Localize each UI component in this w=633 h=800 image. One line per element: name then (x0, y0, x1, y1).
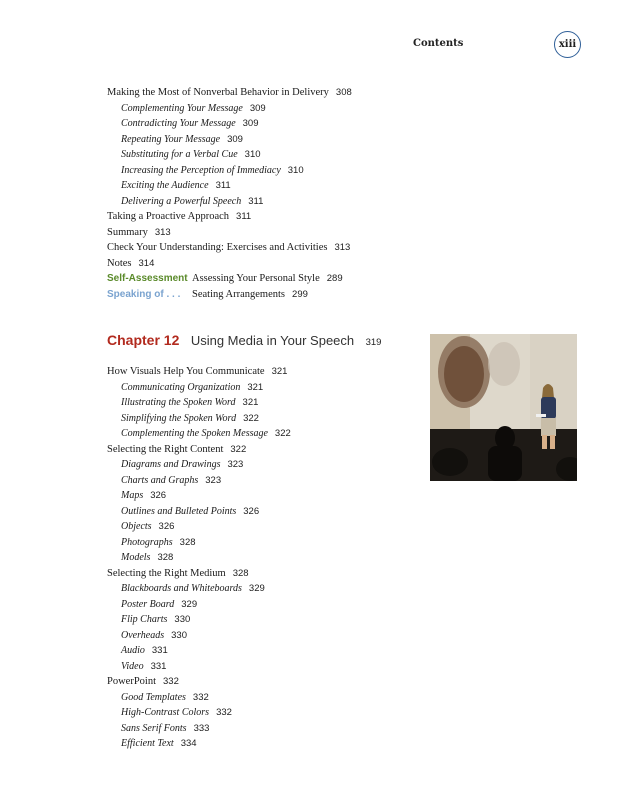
toc-subentry (107, 132, 352, 148)
toc-subentry (107, 163, 352, 179)
toc-subentry (107, 597, 291, 613)
toc-entry-page: 332 (216, 707, 232, 718)
toc-entry-text: Exciting the Audience (121, 180, 209, 191)
toc-entry-text: Overheads (121, 629, 165, 641)
toc-entry-page: 328 (232, 567, 249, 579)
toc-subentry (107, 705, 291, 721)
toc-entry-text: Increasing the Perception of Immediacy (121, 164, 281, 176)
toc-entry-page: 309 (227, 133, 243, 145)
toc-entry-page: 322 (274, 428, 291, 439)
toc-entry-page: 313 (334, 242, 351, 253)
toc-subentry (107, 426, 291, 442)
toc-entry-text: PowerPoint (107, 676, 157, 687)
toc-entry-page: 311 (248, 195, 264, 207)
toc-entry-text: High-Contrast Colors (121, 707, 210, 718)
toc-entry-text: Maps (121, 490, 144, 501)
toc-subentry (107, 101, 352, 117)
toc-entry (107, 364, 291, 380)
toc-subentry (107, 194, 352, 210)
toc-entry-page: 326 (150, 490, 167, 501)
toc-subentry (107, 457, 291, 473)
toc-entry-page: 330 (171, 629, 187, 641)
toc-entry-text: Simplifying the Spoken Word (121, 412, 237, 424)
chapter-title: Using Media in Your Speech (190, 333, 355, 348)
toc-entry-page: 323 (205, 474, 222, 486)
toc-subentry (107, 178, 352, 194)
toc-subentry (107, 519, 291, 535)
toc-entry-page: 308 (335, 87, 352, 98)
toc-entry-text: Summary (107, 226, 148, 238)
toc-entry-text: Substituting for a Verbal Cue (121, 149, 238, 160)
toc-entry-page: 334 (180, 738, 197, 749)
toc-entry-text: Charts and Graphs (121, 474, 199, 486)
feature-entry-page: 299 (292, 288, 308, 300)
toc-subentry (107, 395, 291, 411)
toc-entry (107, 256, 352, 272)
toc-entry-page: 310 (244, 149, 261, 160)
toc-entry-text: Good Templates (121, 691, 186, 703)
toc-subentry (107, 504, 291, 520)
running-header-title: Contents (413, 38, 464, 49)
toc-subentry (107, 411, 291, 427)
toc-entry-page: 322 (243, 412, 259, 424)
toc-entry (107, 240, 352, 256)
toc-entry-text: How Visuals Help You Communicate (107, 366, 265, 377)
toc-entry-text: Objects (121, 521, 152, 532)
toc-entry-text: Photographs (121, 536, 173, 548)
toc-entry (107, 674, 291, 690)
toc-entry (107, 209, 352, 225)
toc-entry-page: 326 (158, 521, 175, 532)
toc-subentry (107, 488, 291, 504)
feature-entry-text: Seating Arrangements (192, 288, 286, 300)
toc-entry-text: Poster Board (121, 598, 175, 610)
toc-entry-text: Taking a Proactive Approach (107, 211, 230, 222)
toc-subentry (107, 643, 291, 659)
toc-entry-text: Diagrams and Drawings (121, 459, 221, 470)
toc-entry-text: Models (121, 552, 151, 563)
toc-entry-text: Flip Charts (121, 614, 168, 625)
toc-subentry (107, 690, 291, 706)
feature-entry-page: 289 (326, 273, 343, 284)
toc-entry-page: 330 (174, 614, 191, 625)
self-assessment-label: Self-Assessment (107, 273, 188, 284)
toc-entry-text: Outlines and Bulleted Points (121, 505, 237, 517)
toc-entry-text: Selecting the Right Medium (107, 567, 226, 579)
toc-entry-page: 329 (181, 598, 198, 610)
toc-entry-text: Illustrating the Spoken Word (121, 397, 236, 408)
toc-entry-text: Blackboards and Whiteboards (121, 583, 242, 594)
toc-subentry (107, 581, 291, 597)
feature-entry (107, 271, 352, 287)
toc-entry-page: 332 (192, 691, 209, 703)
toc-entry-text: Communicating Organization (121, 381, 241, 393)
toc-subentry (107, 535, 291, 551)
toc-subentry (107, 736, 291, 752)
toc-subentry (107, 721, 291, 737)
toc-entry-page: 329 (248, 583, 265, 594)
toc-entry-page: 322 (230, 443, 247, 455)
toc-entry-page: 309 (249, 102, 266, 114)
toc-entry (107, 566, 291, 582)
toc-subentry (107, 473, 291, 489)
toc-subentry (107, 659, 291, 675)
toc-entry-text: Repeating Your Message (121, 133, 221, 145)
toc-entry-text: Selecting the Right Content (107, 443, 224, 455)
toc-entry-page: 326 (243, 505, 260, 517)
toc-subentry (107, 147, 352, 163)
toc-entry-page: 309 (242, 118, 259, 129)
toc-entry-page: 333 (193, 722, 210, 734)
toc-subentry (107, 612, 291, 628)
toc-subentry (107, 116, 352, 132)
chapter-page-number: 319 (365, 337, 382, 348)
feature-entry (107, 287, 352, 303)
toc-entry-page: 332 (163, 676, 179, 687)
toc-entry-text: Contradicting Your Message (121, 118, 236, 129)
page-number: xiii (558, 39, 577, 50)
page-number-badge (554, 31, 581, 58)
toc-entry-text: Check Your Understanding: Exercises and Activities (107, 242, 328, 253)
toc-entry-text: Sans Serif Fonts (121, 722, 187, 734)
toc-entry-text: Video (121, 660, 144, 672)
speaking-of-label: Speaking of . . . (107, 288, 181, 300)
toc-continued-list (107, 85, 352, 302)
toc-entry-page: 328 (179, 536, 196, 548)
chapter-label: Chapter 12 (107, 332, 180, 348)
chapter-heading (107, 332, 381, 350)
toc-subentry (107, 550, 291, 566)
toc-entry-page: 311 (236, 211, 252, 222)
chapter-toc-list (107, 364, 291, 752)
toc-entry-text: Complementing Your Message (121, 102, 243, 114)
toc-entry-page: 321 (271, 366, 288, 377)
toc-subentry (107, 628, 291, 644)
toc-subentry (107, 380, 291, 396)
toc-entry-text: Notes (107, 257, 132, 269)
toc-entry-page: 328 (157, 552, 174, 563)
toc-entry-page: 321 (247, 381, 264, 393)
toc-entry-page: 310 (287, 164, 304, 176)
toc-entry-text: Audio (121, 645, 145, 656)
toc-entry-page: 323 (227, 459, 244, 470)
toc-entry-page: 321 (242, 397, 259, 408)
toc-entry (107, 225, 352, 241)
toc-entry-text: Efficient Text (121, 738, 174, 749)
toc-entry (107, 85, 352, 101)
speaker-photo (430, 334, 577, 481)
toc-entry-text: Delivering a Powerful Speech (121, 195, 242, 207)
toc-entry-page: 331 (151, 645, 168, 656)
toc-entry-page: 314 (138, 257, 155, 269)
toc-entry-text: Making the Most of Nonverbal Behavior in Delivery (107, 87, 329, 98)
feature-entry-text: Assessing Your Personal Style (192, 273, 320, 284)
toc-entry-page: 313 (154, 226, 171, 238)
toc-entry-page: 311 (215, 180, 231, 191)
toc-entry-text: Complementing the Spoken Message (121, 428, 268, 439)
toc-entry-page: 331 (150, 660, 167, 672)
toc-entry (107, 442, 291, 458)
